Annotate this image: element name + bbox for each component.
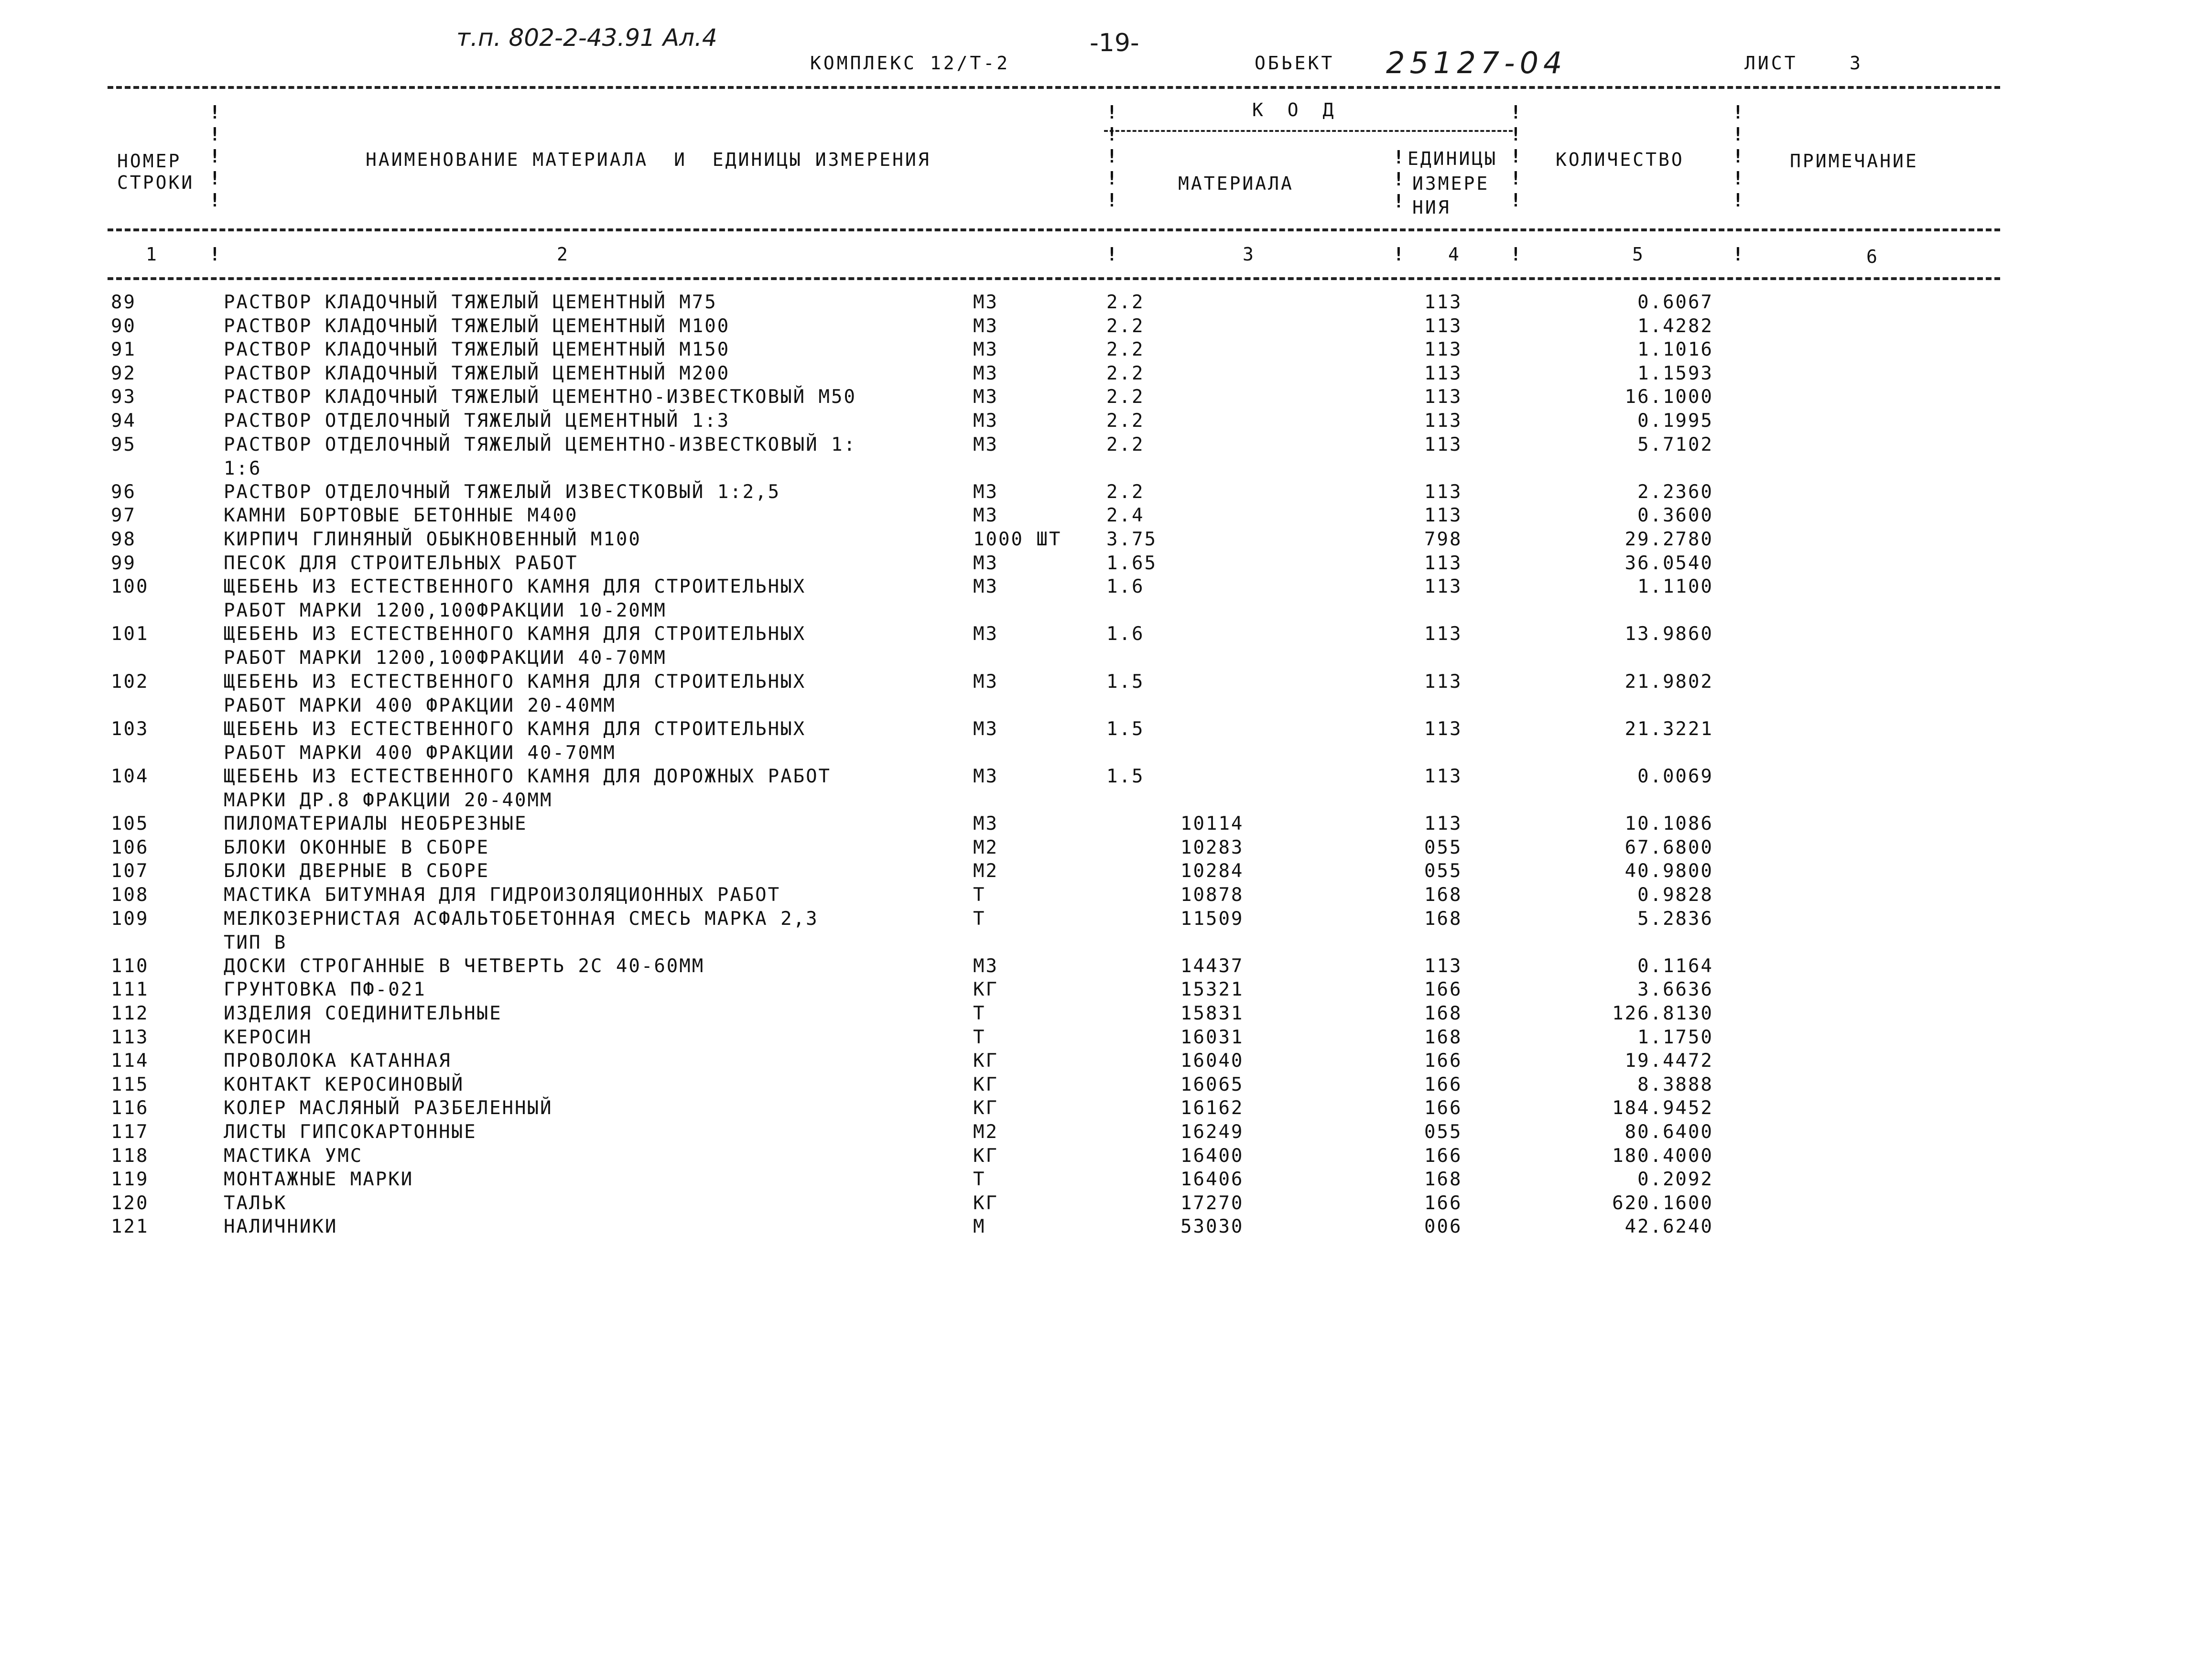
table-row (0, 363, 2198, 387)
header-unit-1: ЕДИНИЦЫ (1408, 148, 1498, 169)
unit-code: 166 (1424, 1050, 1462, 1072)
row-number: 120 (111, 1192, 149, 1214)
unit-of-measure: М3 (973, 410, 998, 432)
unit-of-measure: М (973, 1216, 986, 1237)
table-row (0, 434, 2198, 479)
table-row (0, 884, 2198, 908)
unit-of-measure: М3 (973, 718, 998, 740)
row-number: 95 (111, 434, 136, 455)
handwritten-doc-ref: т.п. 802-2-43.91 Ал.4 (456, 24, 717, 52)
rule-header-bottom (108, 228, 2000, 231)
unit-code: 113 (1424, 766, 1462, 787)
material-code-number: 16406 (1180, 1169, 1244, 1190)
unit-of-measure: КГ (973, 979, 998, 1000)
material-code: 2.2 (1106, 410, 1145, 432)
column-number-3: 3 (1243, 244, 1256, 265)
row-number: 108 (111, 884, 149, 906)
material-code: 1.65 (1106, 553, 1157, 574)
header-row-number-2: СТРОКИ (117, 172, 195, 193)
rule-column-numbers-bottom (108, 277, 2000, 280)
unit-code: 168 (1424, 1169, 1462, 1190)
unit-of-measure: 1000 ШТ (973, 529, 1062, 550)
unit-of-measure: Т (973, 1169, 986, 1190)
unit-code: 168 (1424, 884, 1462, 906)
material-name: МЕЛКОЗЕРНИСТАЯ АСФАЛЬТОБЕТОННАЯ СМЕСЬ МАРКА 2,3 (224, 908, 819, 930)
table-row (0, 576, 2198, 621)
quantity-value: 1.1593 (1637, 363, 1713, 384)
material-code: 1.5 (1106, 766, 1145, 787)
material-code-number: 10284 (1180, 860, 1244, 882)
quantity-value: 620.1600 (1612, 1192, 1713, 1214)
column-number-2: 2 (557, 244, 570, 265)
row-number: 110 (111, 955, 149, 977)
row-number: 117 (111, 1121, 149, 1143)
header-quantity: КОЛИЧЕСТВО (1556, 149, 1684, 170)
material-code-number: 17270 (1180, 1192, 1244, 1214)
table-row (0, 623, 2198, 669)
row-number: 101 (111, 623, 149, 645)
table-row (0, 766, 2198, 811)
table-row (0, 1121, 2198, 1145)
row-number: 89 (111, 292, 136, 313)
column-number-6: 6 (1866, 246, 1879, 267)
sheet-number: 3 (1850, 53, 1863, 74)
unit-of-measure: М3 (973, 505, 998, 526)
quantity-value: 184.9452 (1612, 1097, 1713, 1119)
table-row (0, 1074, 2198, 1098)
unit-of-measure: М3 (973, 481, 998, 503)
complex-label: КОМПЛЕКС 12/Т-2 (810, 53, 1010, 74)
material-code-number: 16065 (1180, 1074, 1244, 1095)
quantity-value: 1.1016 (1637, 339, 1713, 360)
material-name: БЛОКИ ОКОННЫЕ В СБОРЕ (224, 837, 490, 858)
separator-marks: ! (209, 244, 221, 265)
header-code: К О Д (1252, 99, 1341, 120)
header-code-material: МАТЕРИАЛА (1178, 173, 1294, 194)
table-row (0, 1192, 2198, 1216)
table-row (0, 718, 2198, 764)
row-number: 102 (111, 671, 149, 693)
material-name: РАСТВОР КЛАДОЧНЫЙ ТЯЖЕЛЫЙ ЦЕМЕНТНЫЙ М200 (224, 363, 730, 384)
quantity-value: 1.4282 (1637, 315, 1713, 337)
quantity-value: 0.6067 (1637, 292, 1713, 313)
quantity-value: 29.2780 (1624, 529, 1713, 550)
material-code: 1.6 (1106, 623, 1145, 645)
unit-code: 798 (1424, 529, 1462, 550)
row-number: 91 (111, 339, 136, 360)
material-code: 2.2 (1106, 481, 1145, 503)
sheet-label: ЛИСТ (1744, 53, 1798, 74)
table-row (0, 553, 2198, 576)
table-row (0, 529, 2198, 553)
row-number: 105 (111, 813, 149, 835)
column-number-1: 1 (146, 244, 159, 265)
material-code: 2.2 (1106, 315, 1145, 337)
unit-code: 113 (1424, 315, 1462, 337)
unit-of-measure: Т (973, 1027, 986, 1048)
quantity-value: 16.1000 (1624, 386, 1713, 408)
material-name-continuation: ТИП В (224, 932, 287, 954)
unit-code: 166 (1424, 1097, 1462, 1119)
unit-of-measure: Т (973, 884, 986, 906)
unit-of-measure: М3 (973, 576, 998, 597)
header-note: ПРИМЕЧАНИЕ (1790, 151, 1918, 172)
row-number: 119 (111, 1169, 149, 1190)
unit-of-measure: М3 (973, 292, 998, 313)
unit-of-measure: КГ (973, 1097, 998, 1119)
unit-code: 113 (1424, 481, 1462, 503)
row-number: 99 (111, 553, 136, 574)
row-number: 93 (111, 386, 136, 408)
table-row (0, 955, 2198, 979)
quantity-value: 3.6636 (1637, 979, 1713, 1000)
row-number: 113 (111, 1027, 149, 1048)
unit-of-measure: М2 (973, 837, 998, 858)
material-code-number: 10283 (1180, 837, 1244, 858)
material-name: ЩЕБЕНЬ ИЗ ЕСТЕСТВЕННОГО КАМНЯ ДЛЯ ДОРОЖНЫХ РАБОТ (224, 766, 832, 787)
separator-marks: ! ! ! ! ! (1106, 102, 1118, 211)
material-code-number: 16031 (1180, 1027, 1244, 1048)
unit-code: 055 (1424, 860, 1462, 882)
unit-of-measure: КГ (973, 1145, 998, 1167)
table-row (0, 505, 2198, 529)
row-number: 94 (111, 410, 136, 432)
material-name: КАМНИ БОРТОВЫЕ БЕТОННЫЕ М400 (224, 505, 578, 526)
material-code: 1.5 (1106, 718, 1145, 740)
row-number: 103 (111, 718, 149, 740)
table-row (0, 315, 2198, 339)
table-row (0, 1027, 2198, 1051)
unit-code: 113 (1424, 553, 1462, 574)
unit-of-measure: М3 (973, 955, 998, 977)
quantity-value: 10.1086 (1624, 813, 1713, 835)
material-name-continuation: РАБОТ МАРКИ 400 ФРАКЦИИ 20-40ММ (224, 695, 616, 716)
material-name: РАСТВОР КЛАДОЧНЫЙ ТЯЖЕЛЫЙ ЦЕМЕНТНЫЙ М75 (224, 292, 717, 313)
material-name: ЩЕБЕНЬ ИЗ ЕСТЕСТВЕННОГО КАМНЯ ДЛЯ СТРОИТЕЛЬНЫХ (224, 576, 806, 597)
material-code: 2.2 (1106, 292, 1145, 313)
separator-marks: ! (1732, 244, 1744, 265)
unit-code: 168 (1424, 1027, 1462, 1048)
quantity-value: 67.6800 (1624, 837, 1713, 858)
quantity-value: 13.9860 (1624, 623, 1713, 645)
quantity-value: 8.3888 (1637, 1074, 1713, 1095)
handwritten-page-number: -19- (1090, 29, 1139, 57)
unit-of-measure: М3 (973, 766, 998, 787)
material-code-number: 16040 (1180, 1050, 1244, 1072)
table-row (0, 1003, 2198, 1027)
object-label: ОБЬЕКТ (1255, 53, 1335, 74)
unit-of-measure: М2 (973, 1121, 998, 1143)
unit-of-measure: Т (973, 908, 986, 930)
material-code-number: 16400 (1180, 1145, 1244, 1167)
table-row (0, 860, 2198, 884)
material-code-number: 11509 (1180, 908, 1244, 930)
material-code-number: 10114 (1180, 813, 1244, 835)
material-code-number: 14437 (1180, 955, 1244, 977)
quantity-value: 0.3600 (1637, 505, 1713, 526)
unit-code: 166 (1424, 1192, 1462, 1214)
unit-code: 113 (1424, 813, 1462, 835)
material-name: НАЛИЧНИКИ (224, 1216, 338, 1237)
separator-marks: ! ! ! ! ! (1732, 102, 1744, 211)
quantity-value: 126.8130 (1612, 1003, 1713, 1024)
unit-code: 113 (1424, 718, 1462, 740)
unit-of-measure: М3 (973, 553, 998, 574)
material-code: 2.4 (1106, 505, 1145, 526)
material-code: 3.75 (1106, 529, 1157, 550)
unit-of-measure: М3 (973, 813, 998, 835)
material-name: ТАЛЬК (224, 1192, 287, 1214)
quantity-value: 80.6400 (1624, 1121, 1713, 1143)
row-number: 107 (111, 860, 149, 882)
quantity-value: 0.0069 (1637, 766, 1713, 787)
material-name-continuation: РАБОТ МАРКИ 1200,100ФРАКЦИИ 10-20ММ (224, 600, 667, 621)
material-code-number: 16162 (1180, 1097, 1244, 1119)
quantity-value: 5.2836 (1637, 908, 1713, 930)
material-name: РАСТВОР КЛАДОЧНЫЙ ТЯЖЕЛЫЙ ЦЕМЕНТНЫЙ М100 (224, 315, 730, 337)
material-name: РАСТВОР ОТДЕЛОЧНЫЙ ТЯЖЕЛЫЙ ИЗВЕСТКОВЫЙ 1:2,5 (224, 481, 781, 503)
unit-of-measure: М3 (973, 671, 998, 693)
row-number: 90 (111, 315, 136, 337)
table-row (0, 339, 2198, 363)
unit-of-measure: М3 (973, 434, 998, 455)
quantity-value: 0.1164 (1637, 955, 1713, 977)
table-row (0, 1216, 2198, 1240)
unit-code: 166 (1424, 979, 1462, 1000)
unit-of-measure: КГ (973, 1074, 998, 1095)
material-name: ЩЕБЕНЬ ИЗ ЕСТЕСТВЕННОГО КАМНЯ ДЛЯ СТРОИТЕЛЬНЫХ (224, 718, 806, 740)
material-name: РАСТВОР ОТДЕЛОЧНЫЙ ТЯЖЕЛЫЙ ЦЕМЕНТНЫЙ 1:3 (224, 410, 730, 432)
row-number: 92 (111, 363, 136, 384)
quantity-value: 21.3221 (1624, 718, 1713, 740)
table-row (0, 292, 2198, 315)
material-name-continuation: 1:6 (224, 458, 262, 479)
header-unit-2: ИЗМЕРЕ (1412, 173, 1490, 194)
unit-code: 113 (1424, 505, 1462, 526)
quantity-value: 19.4472 (1624, 1050, 1713, 1072)
material-name-continuation: МАРКИ ДР.8 ФРАКЦИИ 20-40ММ (224, 790, 553, 811)
material-name-continuation: РАБОТ МАРКИ 1200,100ФРАКЦИИ 40-70ММ (224, 647, 667, 669)
material-code-number: 53030 (1180, 1216, 1244, 1237)
row-number: 116 (111, 1097, 149, 1119)
table-row (0, 1050, 2198, 1074)
column-number-4: 4 (1448, 244, 1461, 265)
table-row (0, 1097, 2198, 1121)
header-unit-3: НИЯ (1412, 197, 1451, 218)
material-name: КОНТАКТ КЕРОСИНОВЫЙ (224, 1074, 465, 1095)
separator-marks: ! ! ! ! ! (209, 102, 221, 211)
unit-code: 113 (1424, 434, 1462, 455)
material-name: РАСТВОР КЛАДОЧНЫЙ ТЯЖЕЛЫЙ ЦЕМЕНТНО-ИЗВЕСТКОВЫЙ М50 (224, 386, 856, 408)
material-name: ПРОВОЛОКА КАТАННАЯ (224, 1050, 452, 1072)
header-material-name: НАИМЕНОВАНИЕ МАТЕРИАЛА И ЕДИНИЦЫ ИЗМЕРЕНИЯ (366, 149, 931, 170)
material-name: ПЕСОК ДЛЯ СТРОИТЕЛЬНЫХ РАБОТ (224, 553, 578, 574)
header-row-number-1: НОМЕР (117, 151, 182, 172)
material-code: 2.2 (1106, 339, 1145, 360)
material-code-number: 15831 (1180, 1003, 1244, 1024)
material-code: 2.2 (1106, 386, 1145, 408)
unit-of-measure: М3 (973, 339, 998, 360)
unit-of-measure: КГ (973, 1192, 998, 1214)
table-row (0, 837, 2198, 861)
material-name: МАСТИКА УМС (224, 1145, 363, 1167)
row-number: 114 (111, 1050, 149, 1072)
table-row (0, 813, 2198, 837)
material-name: КОЛЕР МАСЛЯНЫЙ РАЗБЕЛЕННЫЙ (224, 1097, 553, 1119)
material-name: КИРПИЧ ГЛИНЯНЫЙ ОБЫКНОВЕННЫЙ М100 (224, 529, 641, 550)
rule-top (108, 86, 2000, 89)
row-number: 100 (111, 576, 149, 597)
quantity-value: 0.9828 (1637, 884, 1713, 906)
material-code-number: 15321 (1180, 979, 1244, 1000)
row-number: 115 (111, 1074, 149, 1095)
row-number: 111 (111, 979, 149, 1000)
table-row (0, 671, 2198, 716)
separator-marks: ! (1106, 244, 1118, 265)
rule-code-group (1104, 130, 1513, 132)
quantity-value: 1.1750 (1637, 1027, 1713, 1048)
table-row (0, 1169, 2198, 1192)
unit-code: 006 (1424, 1216, 1462, 1237)
table-row (0, 1145, 2198, 1169)
row-number: 112 (111, 1003, 149, 1024)
table-row (0, 908, 2198, 954)
unit-code: 113 (1424, 386, 1462, 408)
unit-code: 113 (1424, 410, 1462, 432)
separator-marks: ! ! ! (1393, 147, 1405, 212)
unit-code: 168 (1424, 1003, 1462, 1024)
separator-marks: ! (1510, 244, 1522, 265)
material-name: КЕРОСИН (224, 1027, 313, 1048)
column-number-5: 5 (1632, 244, 1645, 265)
row-number: 98 (111, 529, 136, 550)
quantity-value: 0.1995 (1637, 410, 1713, 432)
quantity-value: 2.2360 (1637, 481, 1713, 503)
material-name: МАСТИКА БИТУМНАЯ ДЛЯ ГИДРОИЗОЛЯЦИОННЫХ РАБОТ (224, 884, 781, 906)
quantity-value: 42.6240 (1624, 1216, 1713, 1237)
material-name: ЩЕБЕНЬ ИЗ ЕСТЕСТВЕННОГО КАМНЯ ДЛЯ СТРОИТЕЛЬНЫХ (224, 671, 806, 693)
row-number: 109 (111, 908, 149, 930)
unit-code: 166 (1424, 1074, 1462, 1095)
table-row (0, 410, 2198, 434)
row-number: 96 (111, 481, 136, 503)
unit-of-measure: КГ (973, 1050, 998, 1072)
unit-code: 113 (1424, 339, 1462, 360)
material-code: 1.5 (1106, 671, 1145, 693)
material-code: 2.2 (1106, 363, 1145, 384)
material-code-number: 16249 (1180, 1121, 1244, 1143)
material-name-continuation: РАБОТ МАРКИ 400 ФРАКЦИИ 40-70ММ (224, 742, 616, 764)
material-code: 2.2 (1106, 434, 1145, 455)
row-number: 104 (111, 766, 149, 787)
quantity-value: 1.1100 (1637, 576, 1713, 597)
unit-of-measure: Т (973, 1003, 986, 1024)
unit-code: 113 (1424, 955, 1462, 977)
quantity-value: 180.4000 (1612, 1145, 1713, 1167)
unit-code: 055 (1424, 1121, 1462, 1143)
material-code-number: 10878 (1180, 884, 1244, 906)
table-row (0, 386, 2198, 410)
row-number: 118 (111, 1145, 149, 1167)
table-row (0, 979, 2198, 1003)
unit-code: 168 (1424, 908, 1462, 930)
quantity-value: 5.7102 (1637, 434, 1713, 455)
unit-of-measure: М3 (973, 623, 998, 645)
material-name: ПИЛОМАТЕРИАЛЫ НЕОБРЕЗНЫЕ (224, 813, 528, 835)
quantity-value: 36.0540 (1624, 553, 1713, 574)
material-name: ГРУНТОВКА ПФ-021 (224, 979, 426, 1000)
unit-code: 166 (1424, 1145, 1462, 1167)
unit-of-measure: М3 (973, 315, 998, 337)
unit-code: 113 (1424, 576, 1462, 597)
unit-code: 113 (1424, 671, 1462, 693)
material-name: РАСТВОР ОТДЕЛОЧНЫЙ ТЯЖЕЛЫЙ ЦЕМЕНТНО-ИЗВЕСТКОВЫЙ 1: (224, 434, 856, 455)
unit-of-measure: М3 (973, 363, 998, 384)
table-row (0, 481, 2198, 505)
unit-code: 055 (1424, 837, 1462, 858)
material-name: РАСТВОР КЛАДОЧНЫЙ ТЯЖЕЛЫЙ ЦЕМЕНТНЫЙ М150 (224, 339, 730, 360)
unit-code: 113 (1424, 292, 1462, 313)
unit-code: 113 (1424, 363, 1462, 384)
quantity-value: 0.2092 (1637, 1169, 1713, 1190)
separator-marks: ! (1393, 244, 1405, 265)
material-name: ЩЕБЕНЬ ИЗ ЕСТЕСТВЕННОГО КАМНЯ ДЛЯ СТРОИТЕЛЬНЫХ (224, 623, 806, 645)
row-number: 106 (111, 837, 149, 858)
unit-of-measure: М2 (973, 860, 998, 882)
material-name: ИЗДЕЛИЯ СОЕДИНИТЕЛЬНЫЕ (224, 1003, 502, 1024)
material-name: ДОСКИ СТРОГАННЫЕ В ЧЕТВЕРТЬ 2С 40-60ММ (224, 955, 705, 977)
unit-of-measure: М3 (973, 386, 998, 408)
quantity-value: 40.9800 (1624, 860, 1713, 882)
material-code: 1.6 (1106, 576, 1145, 597)
row-number: 97 (111, 505, 136, 526)
separator-marks: ! ! ! ! ! (1510, 102, 1522, 211)
unit-code: 113 (1424, 623, 1462, 645)
material-name: БЛОКИ ДВЕРНЫЕ В СБОРЕ (224, 860, 490, 882)
material-name: ЛИСТЫ ГИПСОКАРТОННЫЕ (224, 1121, 477, 1143)
material-name: МОНТАЖНЫЕ МАРКИ (224, 1169, 414, 1190)
handwritten-object-code: 25127-04 (1386, 45, 1567, 80)
row-number: 121 (111, 1216, 149, 1237)
quantity-value: 21.9802 (1624, 671, 1713, 693)
